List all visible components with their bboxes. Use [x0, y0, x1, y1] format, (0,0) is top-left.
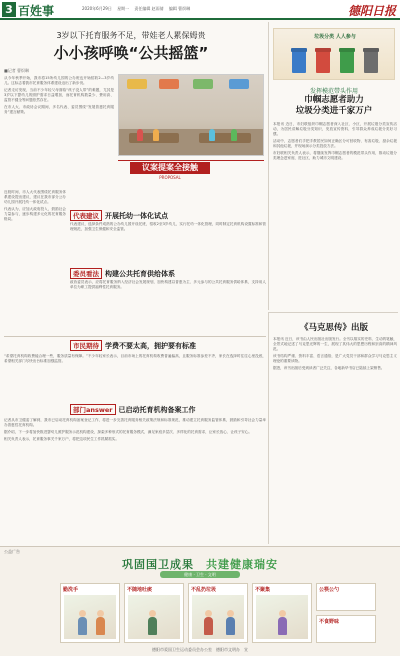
panel-art — [128, 595, 180, 639]
ad-headline-b: 共建健康瑞安 — [206, 558, 278, 571]
panel-art — [192, 595, 244, 639]
text-column: 近段时间，市人大代表围绕托育服务体系建设提出建议，建议在我市部分公办幼儿园开展托幼一体化试点。 代表认为，应加大政府投入，鼓励社会力量参与，逐步构建多元化的托育服务格局。 — [4, 190, 66, 221]
lead-byline: ■记者 曹炽琳 — [4, 68, 30, 73]
panel-caption: 公筷公勺 — [319, 587, 340, 593]
subhead-tag: 委员看法 — [70, 268, 102, 279]
text-column: 政协委员表示，应将托育服务纳入经济社会发展规划，加快构建以普惠为主、多元参与的公共托育服务供给体系，支持用人单位为职工提供福利性托育服务。 — [70, 280, 266, 289]
right-top-text: 本报讯 近日，市妇联组织巾帼志愿者深入社区、小区，开展垃圾分类宣传活动，为居民讲解垃圾分类知识，发放宣传资料，引导群众养成垃圾分类好习惯。 活动中，志愿者们手把手教居民如何正确区分可回收物、有害垃圾、厨余垃圾和其他垃圾，并现场演示分类投放方法。 市妇联相关负责人表示，将继续发挥巾帼志愿者的模范带头作用，推动垃圾分类理念进家庭、进社区，助力城市文明建设。 — [273, 122, 397, 160]
headline-line-2: 垃圾分类进千家万户 — [295, 106, 373, 116]
panel-caption: 不聚集 — [255, 587, 271, 593]
panel-art — [64, 595, 116, 639]
right-column-top — [268, 22, 398, 310]
subhead-tag: 代表建议 — [70, 210, 102, 221]
person-icon — [96, 617, 105, 635]
subhead-tag: 部门answer — [70, 404, 116, 415]
photo-child — [231, 129, 237, 141]
public-service-ad — [0, 546, 400, 656]
lead-text-column: 从今年秋季开始，我市将15所幼儿园的公办班也开始招收2—3岁幼儿。这标志着我市托育服务体系建设迈出了新步伐。 记者走访发现，当前不少年轻父母面临“孩子没人带”的难题，尤其是3岁以下婴幼儿的照护需求日益增加，而托育机构数量少、费用高、监管不健全等问题依然存在。 在市人大、市政协会议期间，多名代表、委员围绕“发展普惠托育服务”建言献策。 — [4, 76, 114, 114]
right-bottom-headline: 《马克思传》出版 — [299, 323, 368, 333]
photo-child — [153, 129, 159, 141]
panel-caption: 勤洗手 — [63, 587, 79, 593]
page-number: 3 — [2, 2, 16, 17]
proposal-box-en: PROPOSAL — [159, 175, 181, 180]
photo-decoration — [229, 79, 249, 89]
person-icon — [204, 617, 213, 635]
page-header — [0, 0, 400, 20]
divider — [4, 336, 266, 337]
ad-headline-a: 巩固国卫成果 — [122, 558, 194, 571]
subhead-1 — [70, 210, 168, 221]
lead-photo — [118, 74, 264, 156]
banner-title: 垃圾分类 人人参与 — [314, 34, 356, 40]
ad-panel — [188, 583, 248, 643]
bin-icon — [340, 51, 354, 73]
photo-table — [199, 133, 251, 143]
photo-child — [137, 129, 143, 141]
ad-panel — [124, 583, 184, 643]
subhead-title: 已启动托育机构备案工作 — [118, 406, 196, 414]
subhead-2 — [70, 268, 175, 279]
subhead-title: 开展托幼一体化试点 — [105, 212, 168, 220]
issue-meta: 2020年6月29日 星期一 责任编辑 赵雨倩 编辑 曹炽琳 — [82, 6, 191, 11]
photo-child — [209, 129, 215, 141]
ad-label: 公益广告 — [4, 549, 20, 554]
person-head-icon — [205, 610, 212, 617]
ad-panel — [60, 583, 120, 643]
bin-icon — [364, 51, 378, 73]
subhead-tag: 市民期待 — [70, 340, 102, 351]
bin-icon — [316, 51, 330, 73]
panel-caption: 不随地吐痰 — [127, 587, 153, 593]
subhead-3 — [70, 340, 196, 351]
person-icon — [148, 617, 157, 635]
subhead-title: 学费不要太高，拥护要有标准 — [105, 342, 196, 350]
photo-decoration — [127, 79, 147, 89]
proposal-box: 议案提案全接触 — [130, 162, 210, 174]
ad-panel — [252, 583, 312, 643]
photo-decoration — [159, 79, 179, 89]
masthead-logo: 德阳日报 — [347, 4, 396, 18]
text-column: “希望托育机构收费能合理一些，服务质量有保障。”不少年轻家长表示，目前市场上的托育机构收费普遍偏高，且服务标准参差不齐，家长在选择时往往心里没底，希望相关部门尽快出台标准加强监管。 — [4, 354, 266, 363]
panel-art — [256, 595, 308, 639]
proposal-banner — [118, 160, 264, 186]
ad-panel — [316, 583, 376, 611]
section-title: 百姓事 — [18, 4, 55, 18]
ad-headline — [0, 556, 400, 572]
text-column: 代表建议，选择条件成熟的公办幼儿园开设托班，招收2至3岁幼儿，实行托幼一体化管理，同时制定托育机构设置标准和管理规范，加强卫生保健和安全监管。 — [70, 222, 266, 231]
ad-panel — [316, 615, 376, 643]
panel-caption: 不乱扔垃圾 — [191, 587, 217, 593]
person-icon — [278, 617, 287, 635]
person-icon — [226, 617, 235, 635]
person-head-icon — [227, 610, 234, 617]
photo-decoration — [193, 79, 213, 89]
lead-kicker: 3岁以下托育服务不足，带娃老人累保姆贵 — [56, 31, 206, 40]
person-icon — [78, 617, 87, 635]
person-head-icon — [279, 610, 286, 617]
person-head-icon — [79, 610, 86, 617]
right-column-bottom — [268, 312, 398, 544]
ad-ribbon: 健康 · 卫生 · 文明 — [160, 571, 240, 578]
right-bottom-text: 本报讯 近日，该书由人民出版社出版发行。全书以翔实的史料、生动的笔触，全景式地记述了马克思光辉的一生，展现了其伟大的思想历程和崇高的精神风范。 该书结构严谨、资料丰富、语言通俗，是广大党员干部和群众学习马克思主义理论的重要读物。 据悉，该书出版后受到读者广泛关注，各地新华书店已陆续上架销售。 — [273, 337, 397, 370]
lead-headline: 小小孩呼唤“公共摇篮” — [53, 44, 209, 62]
subhead-4 — [70, 404, 196, 415]
text-column: 记者从市卫健委了解到，我市已启动托育机构备案登记工作，将进一步完善托育服务相关政策法规和标准规范，推动建立托育服务监管体系，鼓励和引导社会力量举办普惠性托育机构。 据介绍，下一步将加快推进婴幼儿照护服务示范机构建设，探索多种形式的托育服务模式，满足家庭多层次、多样化的托育需求，让家长放心、让孩子安心。 相关负责人表示，托育服务事关千家万户，将把这项民生工作抓紧抓实。 — [4, 418, 266, 441]
panel-caption: 不食野味 — [319, 619, 340, 625]
ad-footer: 德阳市爱国卫生运动委员会办公室 德阳市文明办 宣 — [152, 647, 248, 652]
person-head-icon — [149, 610, 156, 617]
bin-icon — [292, 51, 306, 73]
subhead-title: 构建公共托育供给体系 — [105, 270, 175, 278]
right-top-headline — [269, 95, 399, 117]
person-head-icon — [97, 610, 104, 617]
garbage-sorting-banner — [273, 28, 395, 80]
right-top-kicker: 发挥模范带头作用 — [309, 88, 358, 95]
headline-line-1: 巾帼志愿者助力 — [304, 95, 364, 105]
